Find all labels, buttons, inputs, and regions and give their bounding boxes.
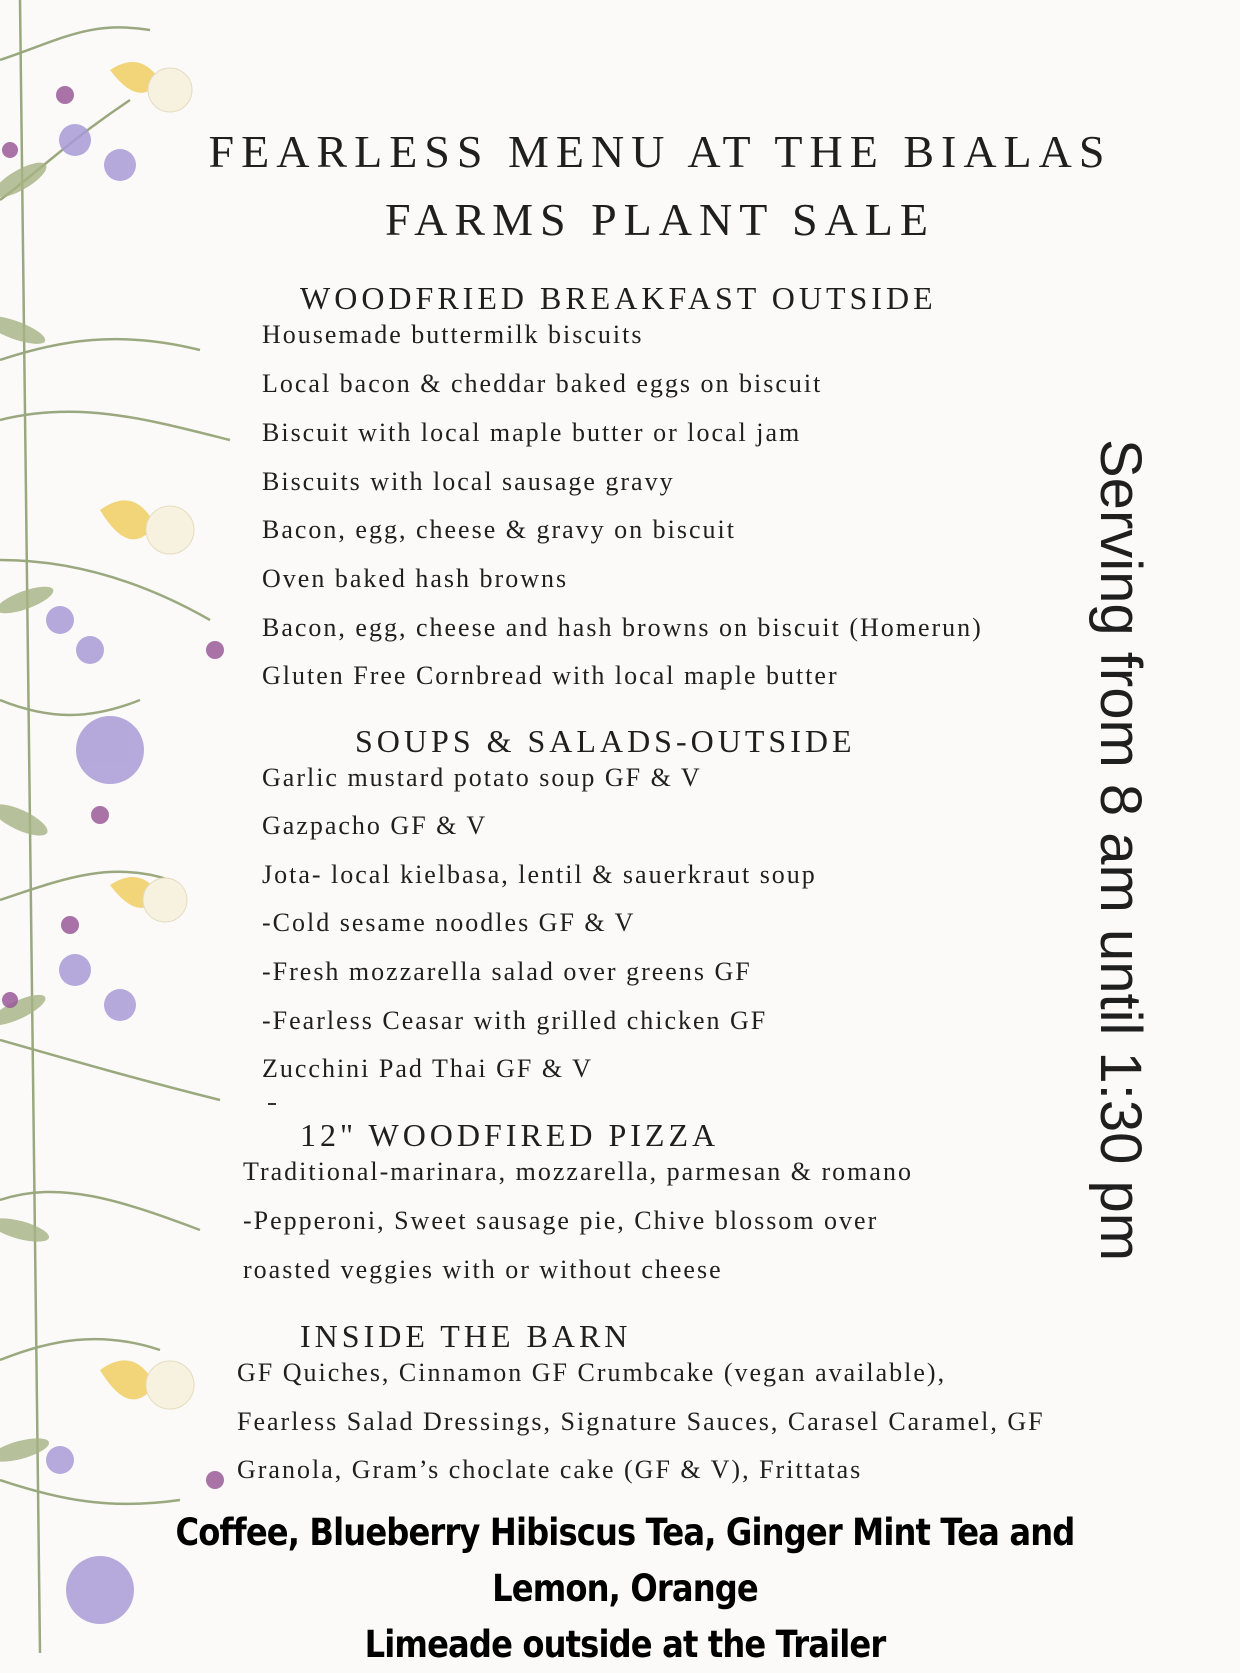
menu-item: roasted veggies with or without cheese — [243, 1255, 723, 1284]
menu-item: Gluten Free Cornbread with local maple butter — [262, 661, 839, 690]
drinks-footer-line2: Limeade outside at the Trailer — [364, 1623, 886, 1666]
menu-item: Garlic mustard potato soup GF & V — [262, 763, 702, 792]
menu-item: Bacon, egg, cheese & gravy on biscuit — [262, 515, 736, 544]
menu-item: -Pepperoni, Sweet sausage pie, Chive blossom over — [243, 1206, 879, 1235]
stray-dash — [268, 1103, 276, 1105]
menu-item: Local bacon & cheddar baked eggs on biscuit — [262, 369, 823, 398]
menu-item: Biscuit with local maple butter or local jam — [262, 418, 802, 447]
menu-item: Jota- local kielbasa, lentil & sauerkraut soup — [262, 860, 817, 889]
soups-heading: SOUPS & SALADS-OUTSIDE — [355, 723, 856, 759]
menu-item: Traditional-marinara, mozzarella, parmesan & romano — [243, 1157, 913, 1186]
menu-item: -Fearless Ceasar with grilled chicken GF — [262, 1006, 768, 1035]
menu-item: Housemade buttermilk biscuits — [262, 320, 644, 349]
menu-item: Oven baked hash browns — [262, 564, 569, 593]
drinks-footer-line1: Coffee, Blueberry Hibiscus Tea, Ginger Mint Tea and Lemon, Orange — [175, 1511, 1075, 1610]
menu-title — [160, 118, 1160, 254]
menu-title-line1: FEARLESS MENU AT THE BIALAS — [208, 126, 1112, 177]
serving-hours-banner: Serving from 8 am until 1:30 pm — [1088, 438, 1153, 1262]
menu-item: -Fresh mozzarella salad over greens GF — [262, 957, 752, 986]
menu-item: Granola, Gram’s choclate cake (GF & V), Frittatas — [237, 1455, 863, 1484]
breakfast-heading: WOODFRIED BREAKFAST OUTSIDE — [300, 280, 937, 316]
menu-item: Biscuits with local sausage gravy — [262, 467, 675, 496]
drinks-footer — [107, 1505, 1142, 1673]
menu-item: -Cold sesame noodles GF & V — [262, 908, 636, 937]
menu-item: GF Quiches, Cinnamon GF Crumbcake (vegan available), — [237, 1358, 947, 1387]
menu-title-line2: FARMS PLANT SALE — [385, 194, 935, 245]
menu-item: Zucchini Pad Thai GF & V — [262, 1054, 593, 1083]
menu-item: Fearless Salad Dressings, Signature Sauces, Carasel Caramel, GF — [237, 1407, 1045, 1436]
pizza-heading: 12" WOODFIRED PIZZA — [300, 1117, 720, 1153]
menu-item: Bacon, egg, cheese and hash browns on biscuit (Homerun) — [262, 613, 983, 642]
menu-item: Gazpacho GF & V — [262, 811, 488, 840]
barn-heading: INSIDE THE BARN — [300, 1318, 632, 1354]
